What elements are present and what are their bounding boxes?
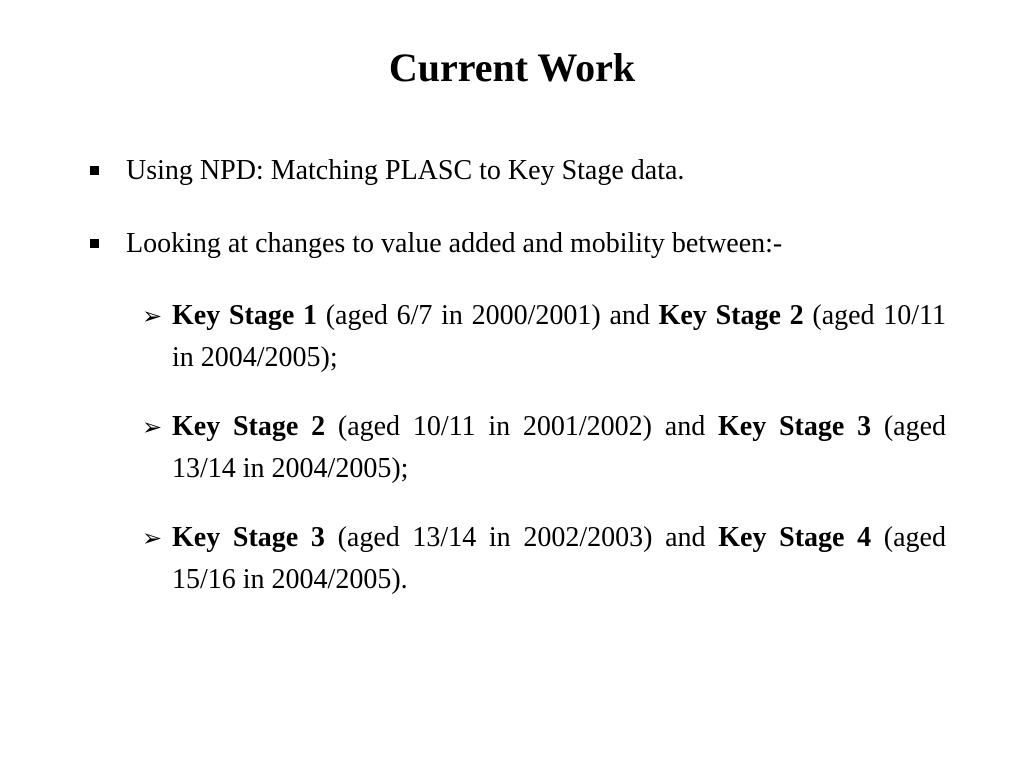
from-stage: Key Stage 2 xyxy=(172,411,326,442)
to-stage: Key Stage 3 xyxy=(717,411,872,442)
to-detail: (aged 10/11 in 2004/2005); xyxy=(172,300,947,373)
arrow-bullet-icon: ➢ xyxy=(142,302,163,330)
to-detail: (aged 15/16 in 2004/2005). xyxy=(172,522,946,595)
slide-title: Current Work xyxy=(388,45,636,90)
sub-bullet-item xyxy=(138,406,946,490)
from-detail: (aged 6/7 in 2000/2001) and xyxy=(317,300,659,331)
to-detail: (aged 13/14 in 2004/2005); xyxy=(172,411,947,484)
from-detail: (aged 10/11 in 2001/2002) and xyxy=(325,411,718,442)
sub-bullet-list xyxy=(138,295,946,628)
bullet-text: Using NPD: Matching PLASC to Key Stage data. xyxy=(126,155,685,186)
to-stage: Key Stage 4 xyxy=(718,522,872,553)
bullet-item xyxy=(88,150,948,192)
sub-bullet-item xyxy=(138,295,946,379)
arrow-bullet-icon: ➢ xyxy=(142,524,163,552)
square-bullet-icon xyxy=(90,239,99,248)
bullet-list xyxy=(88,150,948,296)
from-detail: (aged 13/14 in 2002/2003) and xyxy=(324,522,719,553)
bullet-item xyxy=(88,223,948,265)
bullet-text: Looking at changes to value added and mobility between:- xyxy=(126,228,783,259)
to-stage: Key Stage 2 xyxy=(658,300,804,331)
sub-bullet-item xyxy=(138,517,946,601)
square-bullet-icon xyxy=(90,166,99,175)
from-stage: Key Stage 1 xyxy=(172,300,317,331)
arrow-bullet-icon: ➢ xyxy=(142,413,163,441)
from-stage: Key Stage 3 xyxy=(172,522,325,553)
